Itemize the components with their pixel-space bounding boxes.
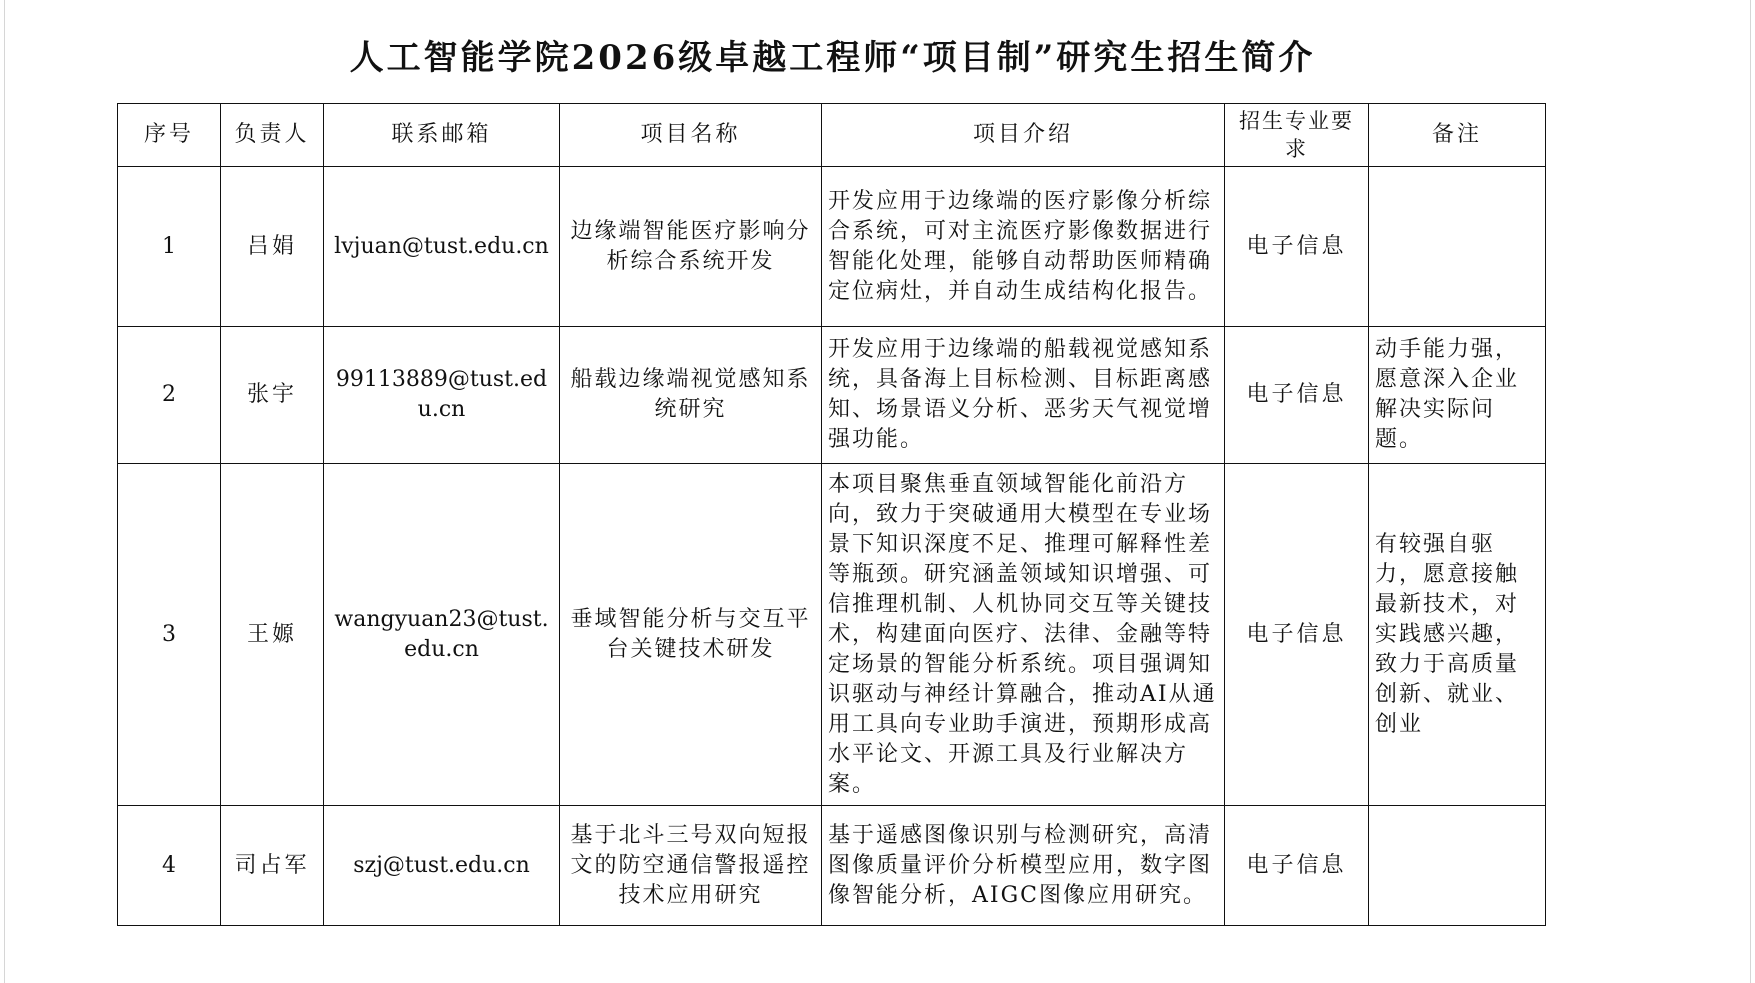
cell-leader: 张宇 bbox=[221, 327, 324, 464]
table-row bbox=[118, 327, 1546, 464]
cell-project-intro: 开发应用于边缘端的船载视觉感知系统，具备海上目标检测、目标距离感知、场景语义分析、恶劣天气视觉增强功能。 bbox=[822, 327, 1225, 464]
cell-project-intro: 基于遥感图像识别与检测研究，高清图像质量评价分析模型应用，数字图像智能分析，AIGC图像应用研究。 bbox=[822, 806, 1225, 926]
cell-major: 电子信息 bbox=[1225, 806, 1369, 926]
cell-email: szj@tust.edu.cn bbox=[324, 806, 560, 926]
cell-note: 动手能力强，愿意深入企业解决实际问题。 bbox=[1369, 327, 1546, 464]
header-major-requirement: 招生专业要求 bbox=[1225, 104, 1369, 167]
header-project-intro: 项目介绍 bbox=[822, 104, 1225, 167]
header-email: 联系邮箱 bbox=[324, 104, 560, 167]
cell-project-name: 垂域智能分析与交互平台关键技术研发 bbox=[560, 464, 822, 806]
cell-email: wangyuan23@tust.edu.cn bbox=[324, 464, 560, 806]
cell-no: 1 bbox=[118, 167, 221, 327]
cell-no: 3 bbox=[118, 464, 221, 806]
project-table bbox=[117, 103, 1546, 926]
table-row bbox=[118, 806, 1546, 926]
table-row bbox=[118, 464, 1546, 806]
cell-note bbox=[1369, 167, 1546, 327]
cell-note bbox=[1369, 806, 1546, 926]
header-leader: 负责人 bbox=[221, 104, 324, 167]
cell-project-name: 船载边缘端视觉感知系统研究 bbox=[560, 327, 822, 464]
cell-major: 电子信息 bbox=[1225, 327, 1369, 464]
header-note: 备注 bbox=[1369, 104, 1546, 167]
cell-note: 有较强自驱力，愿意接触最新技术，对实践感兴趣，致力于高质量创新、就业、创业 bbox=[1369, 464, 1546, 806]
cell-leader: 王嫄 bbox=[221, 464, 324, 806]
cell-no: 2 bbox=[118, 327, 221, 464]
page-left-edge bbox=[4, 0, 5, 983]
cell-major: 电子信息 bbox=[1225, 167, 1369, 327]
table-header-row bbox=[118, 104, 1546, 167]
cell-leader: 司占军 bbox=[221, 806, 324, 926]
cell-email: 99113889@tust.edu.cn bbox=[324, 327, 560, 464]
header-project-name: 项目名称 bbox=[560, 104, 822, 167]
page-right-edge bbox=[1750, 0, 1751, 983]
cell-email: lvjuan@tust.edu.cn bbox=[324, 167, 560, 327]
cell-project-name: 基于北斗三号双向短报文的防空通信警报遥控技术应用研究 bbox=[560, 806, 822, 926]
header-no: 序号 bbox=[118, 104, 221, 167]
cell-project-name: 边缘端智能医疗影响分析综合系统开发 bbox=[560, 167, 822, 327]
cell-leader: 吕娟 bbox=[221, 167, 324, 327]
document-title: 人工智能学院2026级卓越工程师“项目制”研究生招生简介 bbox=[349, 38, 1316, 78]
cell-project-intro: 开发应用于边缘端的医疗影像分析综合系统，可对主流医疗影像数据进行智能化处理，能够自动帮助医师精确定位病灶，并自动生成结构化报告。 bbox=[822, 167, 1225, 327]
cell-project-intro: 本项目聚焦垂直领域智能化前沿方向，致力于突破通用大模型在专业场景下知识深度不足、推理可解释性差等瓶颈。研究涵盖领域知识增强、可信推理机制、人机协同交互等关键技术，构建面向医疗、法律、金融等特定场景的智能分析系统。项目强调知识驱动与神经计算融合，推动AI从通用工具向专业助手演进，预期形成高水平论文、开源工具及行业解决方案。 bbox=[822, 464, 1225, 806]
cell-no: 4 bbox=[118, 806, 221, 926]
cell-major: 电子信息 bbox=[1225, 464, 1369, 806]
table-row bbox=[118, 167, 1546, 327]
